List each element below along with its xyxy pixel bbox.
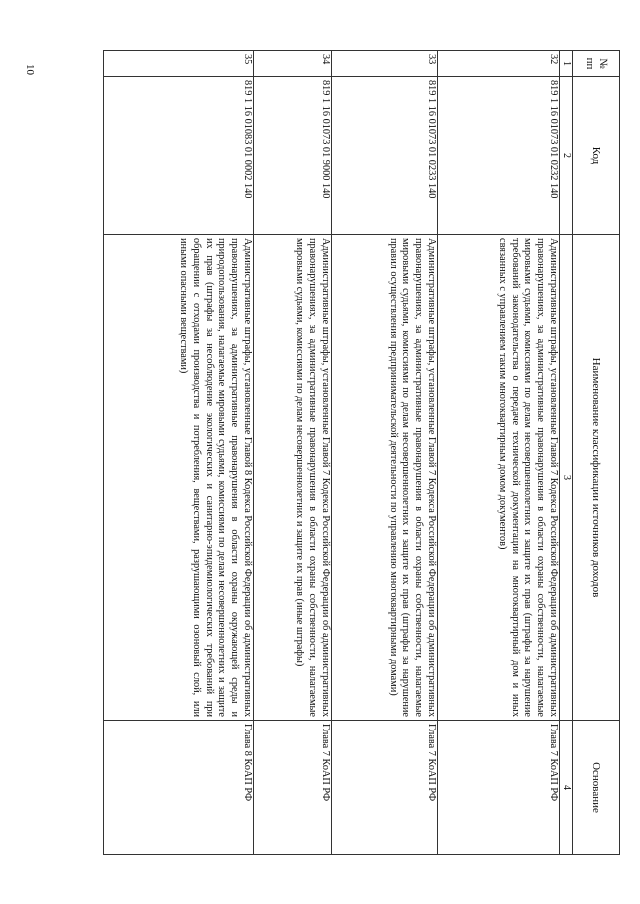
row-number: 34 xyxy=(254,51,332,77)
header-num: № пп xyxy=(573,51,620,77)
page-number: 10 xyxy=(24,64,36,75)
column-number: 1 xyxy=(560,51,573,77)
row-number: 32 xyxy=(438,51,560,77)
row-number: 33 xyxy=(332,51,438,77)
column-number: 2 xyxy=(560,77,573,235)
row-basis: Глава 7 КоАП РФ xyxy=(254,721,332,855)
income-sources-table xyxy=(103,50,620,855)
row-number: 35 xyxy=(104,51,254,77)
table-header-row xyxy=(573,51,620,855)
row-basis: Глава 7 КоАП РФ xyxy=(438,721,560,855)
table-row xyxy=(104,51,254,855)
header-basis: Основание xyxy=(573,721,620,855)
row-basis: Глава 8 КоАП РФ xyxy=(104,721,254,855)
column-number: 3 xyxy=(560,235,573,721)
row-code: 819 1 16 01073 01 0233 140 xyxy=(332,77,438,235)
header-name: Наименование классификации источников доходов xyxy=(573,235,620,721)
row-name: Административные штрафы, установленные Главой 7 Кодекса Российской Федерации об административных правонарушениях, за административные правонарушения в области охраны собственности, налагаемые мировыми судьями, комиссиями по делам несовершеннолетних и защите их прав (штрафы за нарушение правил осуществления предпринимательской деятельности по управлению многоквартирными домами) xyxy=(332,235,438,721)
row-name: Административные штрафы, установленные Главой 7 Кодекса Российской Федерации об административных правонарушениях, за административные правонарушения в области охраны собственности, налагаемые мировыми судьями, комиссиями по делам несовершеннолетних и защите их прав (иные штрафы) xyxy=(254,235,332,721)
column-numbers-row xyxy=(560,51,573,855)
row-name: Административные штрафы, установленные Главой 7 Кодекса Российской Федерации об административных правонарушениях, за административные правонарушения в области охраны собственности, налагаемые мировыми судьями, комиссиями по делам несовершеннолетних и защите их прав (штрафы за нарушение требований законодательства о передаче технической документации на многоквартирный дом и иных связанных с управлением таким многоквартирным домом документов) xyxy=(438,235,560,721)
rotated-table-sheet xyxy=(90,50,620,854)
table-row xyxy=(254,51,332,855)
row-name: Административные штрафы, установленные Главой 8 Кодекса Российской Федерации об административных правонарушениях, за административные правонарушения в области охраны окружающей среды и природопользования, налагаемые мировыми судьями, комиссиями по делам несовершеннолетних и защите их прав (штрафы за несоблюдение экологических и санитарно-эпидемиологических требований при обращении с отходами производства и потребления, веществами, разрушающими озоновый слой, или иными опасными веществами) xyxy=(104,235,254,721)
row-code: 819 1 16 01073 01 9000 140 xyxy=(254,77,332,235)
row-code: 819 1 16 01073 01 0232 140 xyxy=(438,77,560,235)
header-code: Код xyxy=(573,77,620,235)
table-row xyxy=(438,51,560,855)
row-code: 819 1 16 01083 01 0002 140 xyxy=(104,77,254,235)
column-number: 4 xyxy=(560,721,573,855)
row-basis: Глава 7 КоАП РФ xyxy=(332,721,438,855)
table-row xyxy=(332,51,438,855)
